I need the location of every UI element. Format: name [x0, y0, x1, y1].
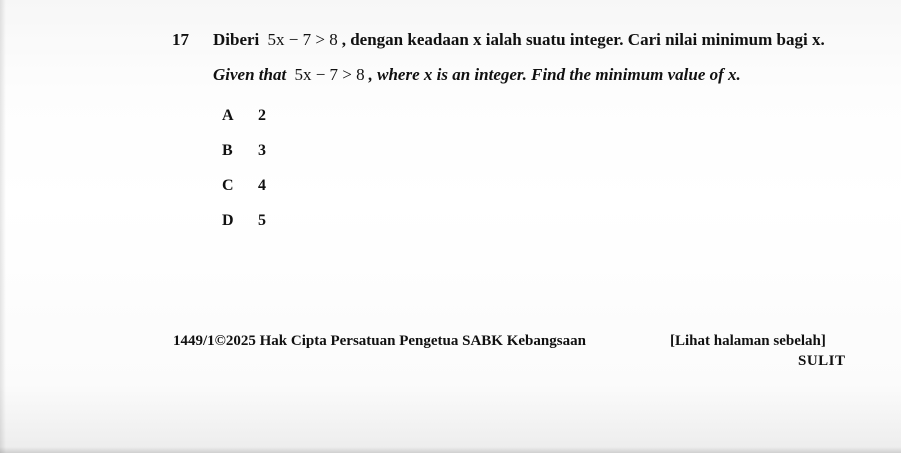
option-value: 4	[258, 176, 266, 194]
question-number: 17	[172, 30, 189, 49]
option-letter: A	[222, 106, 234, 124]
footer-classification: SULIT	[798, 353, 846, 369]
page-edge-shadow	[0, 0, 6, 453]
question-malay-prefix: Diberi	[213, 30, 260, 49]
option-value: 3	[258, 141, 266, 159]
footer-copyright: 1449/1©2025 Hak Cipta Persatuan Pengetua SABK Kebangsaan	[173, 333, 586, 349]
option-c[interactable]	[222, 168, 266, 203]
question-english-prefix: Given that	[213, 65, 287, 84]
option-b[interactable]	[222, 133, 266, 168]
option-value: 2	[258, 106, 266, 124]
footer-next-page: [Lihat halaman sebelah]	[670, 333, 826, 349]
option-letter: C	[222, 176, 234, 194]
option-a[interactable]	[222, 98, 266, 133]
question-text-english	[213, 65, 741, 85]
question-text-malay	[213, 30, 825, 50]
question-english-suffix: , where x is an integer. Find the minimum value of x.	[368, 65, 741, 84]
option-letter: B	[222, 141, 233, 159]
question-malay-suffix: , dengan keadaan x ialah suatu integer. Cari nilai minimum bagi x.	[341, 30, 825, 49]
page-bottom-shadow	[0, 447, 901, 453]
option-letter: D	[222, 211, 234, 229]
option-value: 5	[258, 211, 266, 229]
option-d[interactable]	[222, 203, 266, 238]
question-malay-expression: 5x − 7 > 8	[267, 30, 338, 49]
answer-options	[222, 98, 266, 238]
question-english-expression: 5x − 7 > 8	[294, 65, 365, 84]
